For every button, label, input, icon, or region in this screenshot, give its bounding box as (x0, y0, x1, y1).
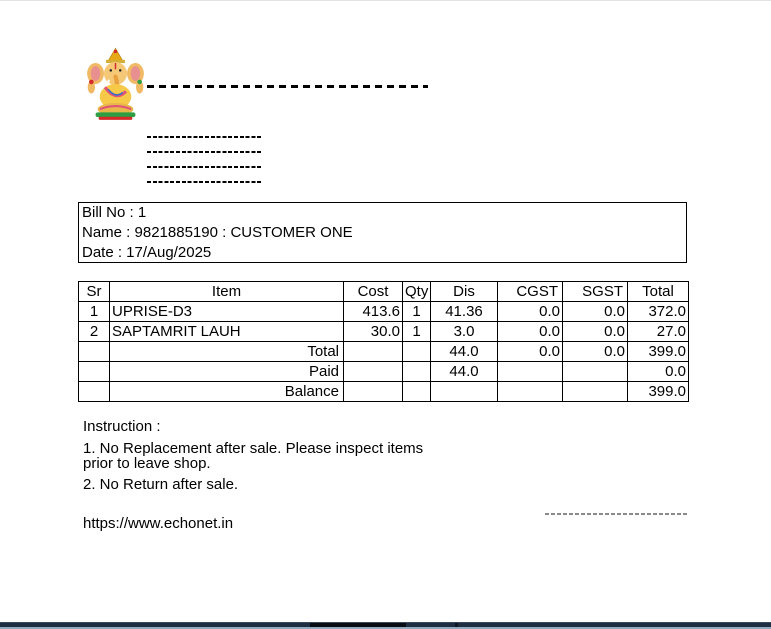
cell-total: 0.0 (628, 362, 689, 382)
cell-total: 27.0 (628, 322, 689, 342)
cell-sr: 1 (79, 302, 110, 322)
cell-qty (403, 342, 431, 362)
bill-info-box (78, 202, 687, 263)
table-row (79, 322, 689, 342)
items-table (78, 281, 689, 402)
bill-date-line: Date : 17/Aug/2025 (82, 244, 212, 261)
cell-cost (344, 362, 403, 382)
cell-sgst (563, 362, 628, 382)
website-url: https://www.echonet.in (83, 515, 234, 532)
address-placeholder-line-3 (147, 166, 263, 168)
cell-qty (403, 382, 431, 402)
instruction-title: Instruction : (83, 418, 161, 435)
cell-item: UPRISE-D3 (110, 302, 344, 322)
header-cell-sr: Sr (79, 282, 110, 302)
cell-cost: 30.0 (344, 322, 403, 342)
paid-row (79, 362, 689, 382)
signature-placeholder-line (545, 513, 688, 515)
cell-qty: 1 (403, 322, 431, 342)
cell-sr (79, 382, 110, 402)
cell-sgst: 0.0 (563, 322, 628, 342)
header-cell-total: Total (628, 282, 689, 302)
ganesha-logo-icon (84, 47, 147, 121)
table-row (79, 302, 689, 322)
header-cell-cost: Cost (344, 282, 403, 302)
cell-sgst: 0.0 (563, 302, 628, 322)
header-cell-qty: Qty (403, 282, 431, 302)
cell-cgst: 0.0 (498, 302, 563, 322)
cell-cgst: 0.0 (498, 322, 563, 342)
shop-name-placeholder-line (147, 85, 428, 88)
customer-name-line: Name : 9821885190 : CUSTOMER ONE (82, 224, 353, 241)
paid-label-cell: Paid (110, 362, 344, 382)
cell-dis: 44.0 (431, 342, 498, 362)
instruction-line-1: 1. No Replacement after sale. Please inspect items (83, 440, 424, 457)
cell-cgst: 0.0 (498, 342, 563, 362)
cell-sgst: 0.0 (563, 342, 628, 362)
balance-row (79, 382, 689, 402)
cell-cgst (498, 382, 563, 402)
address-placeholder-line-4 (147, 181, 263, 183)
cell-dis (431, 382, 498, 402)
cell-dis: 3.0 (431, 322, 498, 342)
address-placeholder-line-2 (147, 151, 263, 153)
instruction-line-1-wrap: prior to leave shop. (83, 455, 211, 472)
cell-total: 399.0 (628, 342, 689, 362)
cell-sr: 2 (79, 322, 110, 342)
bill-number-line: Bill No : 1 (82, 204, 147, 221)
total-label-cell: Total (110, 342, 344, 362)
cell-total: 399.0 (628, 382, 689, 402)
cell-total: 372.0 (628, 302, 689, 322)
header-cell-item: Item (110, 282, 344, 302)
cell-item: SAPTAMRIT LAUH (110, 322, 344, 342)
window-top-border (0, 0, 771, 1)
cell-dis: 41.36 (431, 302, 498, 322)
table-header-row (79, 282, 689, 302)
balance-label-cell: Balance (110, 382, 344, 402)
taskbar-strip (0, 622, 771, 629)
address-placeholder-line-1 (147, 136, 263, 138)
cell-cgst (498, 362, 563, 382)
header-cell-sgst: SGST (563, 282, 628, 302)
cell-dis: 44.0 (431, 362, 498, 382)
cell-qty: 1 (403, 302, 431, 322)
cell-sr (79, 342, 110, 362)
total-row (79, 342, 689, 362)
cell-cost (344, 382, 403, 402)
cell-cost: 413.6 (344, 302, 403, 322)
instruction-line-2: 2. No Return after sale. (83, 476, 239, 493)
cell-sr (79, 362, 110, 382)
cell-qty (403, 362, 431, 382)
cell-cost (344, 342, 403, 362)
cell-sgst (563, 382, 628, 402)
header-cell-cgst: CGST (498, 282, 563, 302)
header-cell-dis: Dis (431, 282, 498, 302)
